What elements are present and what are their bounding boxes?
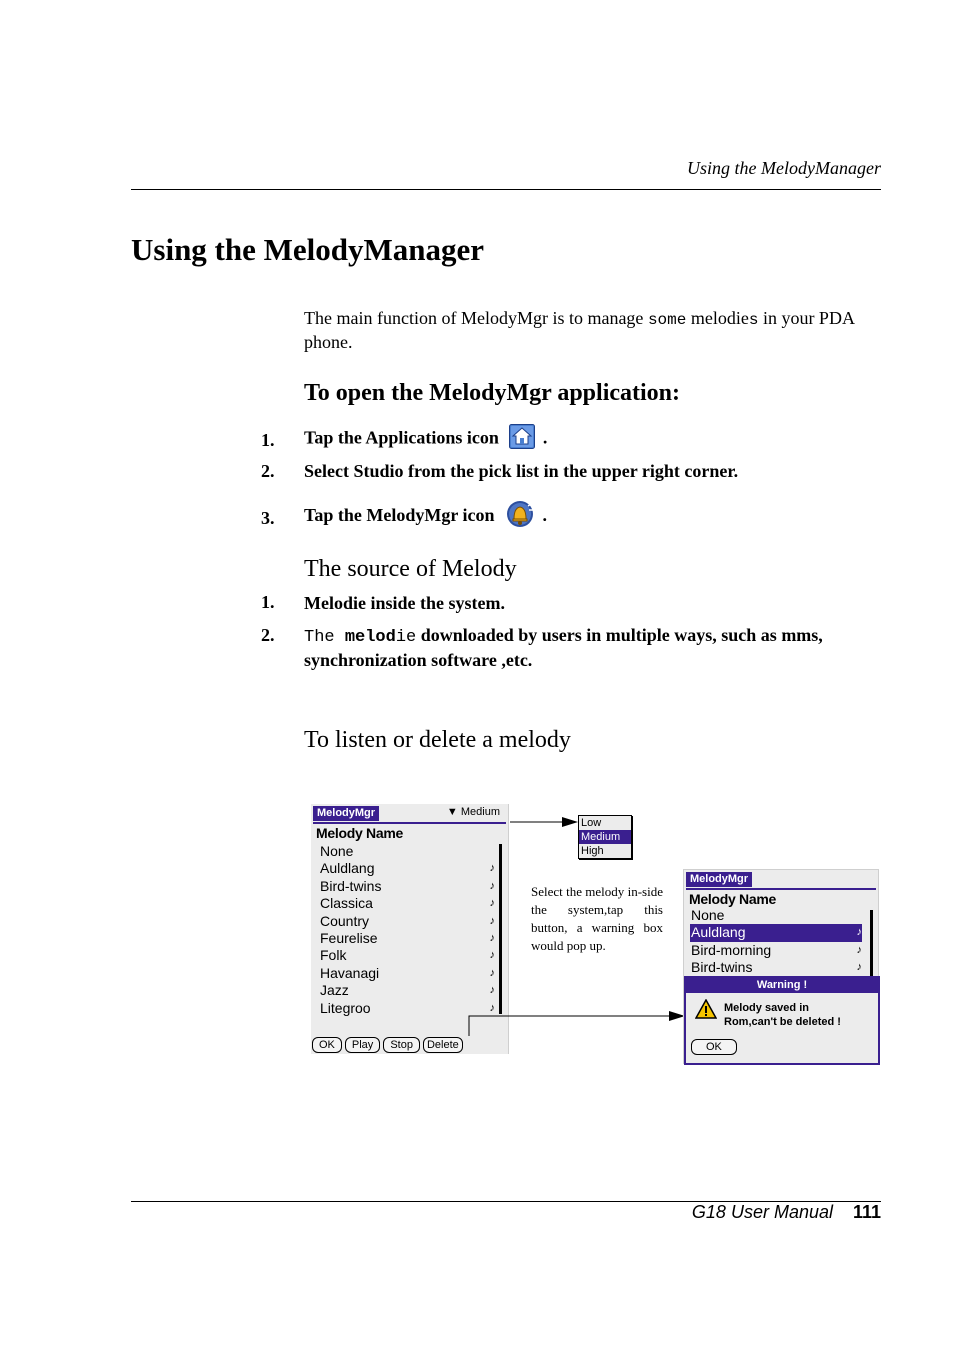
music-note-icon: ♪ — [489, 879, 495, 892]
section-heading-listen: To listen or delete a melody — [304, 727, 571, 753]
callout-text: Select the melody in-side the system,tap this button, a warning box would pop up. — [531, 884, 663, 953]
step-number: 3. — [261, 508, 275, 528]
warning-icon — [695, 999, 717, 1024]
stop-button[interactable]: Stop — [383, 1037, 420, 1053]
play-button[interactable]: Play — [345, 1037, 380, 1053]
music-note-icon: ♪ — [489, 949, 495, 962]
melodymgr-warning-screen — [683, 869, 879, 1064]
music-note-icon: ♪ — [856, 926, 862, 939]
music-note-icon: ♪ — [489, 966, 495, 979]
list-item[interactable]: Classica ♪ — [320, 895, 495, 912]
list-item[interactable]: Havanagi ♪ — [320, 964, 495, 981]
list-item[interactable]: Folk ♪ — [320, 947, 495, 964]
list-item[interactable]: None — [691, 907, 725, 923]
page-number: 111 — [852, 1202, 881, 1222]
music-note-icon: ♪ — [489, 897, 495, 910]
source-item-system: Melodie inside the system. — [304, 593, 505, 613]
step-tap-applications: Tap the Applications icon . — [304, 424, 864, 455]
list-item[interactable]: None — [320, 843, 354, 859]
pick-option-low[interactable]: Low — [581, 817, 602, 829]
music-note-icon: ♪ — [489, 931, 495, 944]
delete-button[interactable]: Delete — [423, 1037, 463, 1053]
list-item[interactable]: Jazz ♪ — [320, 982, 495, 999]
title-underline — [686, 888, 876, 890]
section-heading-open: To open the MelodyMgr application: — [304, 380, 681, 406]
list-item[interactable]: Litegroo ♪ — [320, 999, 495, 1016]
warning-dialog — [684, 976, 880, 1065]
music-note-icon: ♪ — [489, 914, 495, 927]
music-note-icon: ♪ — [856, 961, 862, 974]
list-item[interactable]: Auldlang ♪ — [320, 860, 495, 877]
app-title-tab: MelodyMgr — [313, 806, 379, 821]
step-tap-melodymgr: Tap the MelodyMgr icon . — [304, 500, 864, 534]
warning-ok-button[interactable]: OK — [691, 1039, 737, 1055]
running-header: Using the MelodyManager — [687, 158, 881, 178]
melody-list — [690, 907, 862, 977]
list-item[interactable]: Bird-twins ♪ — [320, 877, 495, 894]
music-note-icon: ♪ — [489, 984, 495, 997]
warning-message: Melody saved in Rom,can't be deleted ! — [724, 1002, 841, 1028]
section-heading-source: The source of Melody — [304, 556, 517, 582]
list-item[interactable]: Feurelise ♪ — [320, 929, 495, 946]
music-note-icon: ♪ — [856, 943, 862, 956]
footer-manual-title: G18 User Manual — [691, 1202, 833, 1222]
list-heading: Melody Name — [316, 825, 403, 841]
music-note-icon: ♪ — [489, 1001, 495, 1014]
scrollbar[interactable] — [870, 910, 873, 976]
volume-picker[interactable]: ▼ Medium — [446, 806, 500, 818]
item-number: 1. — [261, 592, 275, 612]
app-title-tab: MelodyMgr — [686, 872, 752, 887]
step-number: 1. — [261, 430, 275, 450]
pick-option-high[interactable]: High — [581, 845, 604, 857]
warning-title: Warning ! — [686, 978, 878, 993]
music-note-icon: ♪ — [489, 862, 495, 875]
ok-button[interactable]: OK — [312, 1037, 342, 1053]
page-title: Using the MelodyManager — [131, 232, 485, 267]
list-item[interactable]: Bird-morning ♪ — [691, 941, 862, 958]
intro-paragraph: The main function of MelodyMgr is to manage some melodies in your PDA phone. — [304, 308, 854, 352]
pick-option-medium[interactable]: Medium — [579, 830, 631, 844]
list-item-selected[interactable]: Auldlang ♪ — [691, 924, 862, 941]
step-number: 2. — [261, 461, 275, 481]
list-item[interactable]: Bird-twins ♪ — [691, 959, 862, 976]
step-select-studio: Select Studio from the pick list in the upper right corner. — [304, 461, 739, 481]
triangle-down-icon: ▼ — [446, 806, 458, 818]
list-item[interactable]: Country ♪ — [320, 912, 495, 929]
item-number: 2. — [261, 625, 275, 645]
list-heading: Melody Name — [689, 891, 776, 907]
source-item-downloaded: The melodie downloaded by users in multiple ways, such as mms, synchronization software ,etc. — [304, 625, 823, 670]
